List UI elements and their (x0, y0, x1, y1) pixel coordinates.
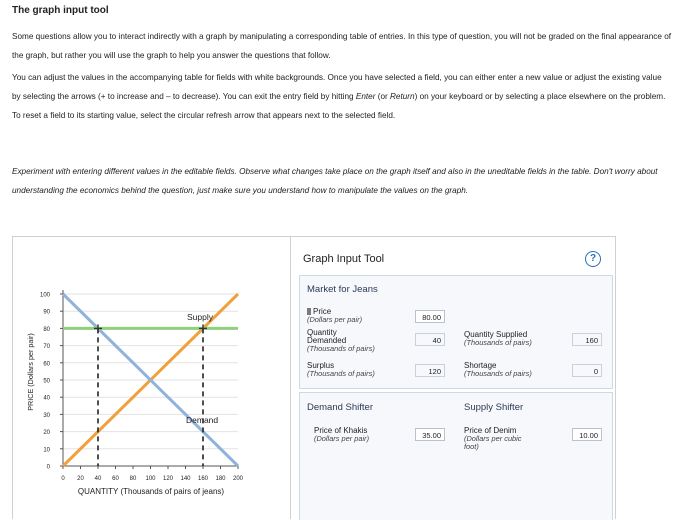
y-tick-label: 10 (43, 447, 50, 454)
graph-input-tool (290, 237, 615, 519)
qs-value: 160 (572, 333, 602, 346)
qd-label-group (307, 329, 375, 353)
qd-value: 40 (415, 333, 445, 346)
surplus-label: Surplus (307, 361, 335, 370)
graph-panel (12, 236, 616, 519)
x-tick-label: 140 (180, 476, 191, 482)
x-tick-label: 180 (215, 476, 226, 482)
price-input[interactable]: 80.00 (415, 310, 445, 323)
khakis-input[interactable]: 35.00 (415, 428, 445, 441)
khakis-label: Price of Khakis (314, 426, 368, 435)
y-tick-label: 60 (43, 361, 50, 368)
x-tick-label: 100 (145, 476, 156, 482)
instructions-text-1: You can adjust the values in the accompanying table for fields with white backgrounds. Once you have selected a field, you can either enter a new value or adjust the existing value by selecting the arrows (+ to increase and – to decrease). You can exit the entry field by hitting (12, 73, 662, 101)
tool-title: Graph Input Tool (303, 253, 385, 265)
instructions-text-3: ) on your keyboard or by selecting a place elsewhere on the problem. To reset a field to its starting value, select the circular refresh arrow that appears next to the selected field. (12, 92, 666, 120)
shortage-label-group (464, 362, 532, 378)
qd-label-2: Demanded (307, 336, 347, 345)
surplus-label-group (307, 362, 375, 378)
instructions-text-2: (or (375, 92, 390, 101)
x-tick-label: 160 (197, 476, 209, 482)
denim-label-group (464, 427, 522, 451)
shortage-label: Shortage (464, 361, 497, 370)
shifter-table (299, 392, 613, 520)
denim-unit-2: foot) (464, 442, 479, 451)
y-tick-label: 90 (43, 309, 50, 316)
price-unit: (Dollars per pair) (307, 315, 363, 324)
denim-label: Price of Denim (464, 426, 517, 435)
price-label-group (307, 308, 362, 324)
price-label: Price (313, 307, 332, 316)
denim-input[interactable]: 10.00 (572, 428, 602, 441)
demand-label: Demand (186, 415, 219, 425)
x-tick-label: 40 (94, 476, 102, 482)
return-key-text: Return (390, 92, 415, 101)
intro-paragraph: Some questions allow you to interact indirectly with a graph by manipulating a corresponding table of entries. In this type of question, you will not be graded on the final appearance of the graph, but rather you will use the graph to help you answer the questions that follow. (12, 32, 672, 60)
supply-demand-chart[interactable] (13, 237, 289, 519)
x-tick-label: 0 (61, 476, 65, 482)
x-axis-label: QUANTITY (Thousands of pairs of jeans) (77, 487, 225, 496)
x-tick-label: 20 (77, 476, 84, 482)
x-tick-label: 60 (112, 476, 119, 482)
denim-unit-1: (Dollars per cubic (464, 434, 522, 443)
y-tick-label: 80 (43, 326, 50, 333)
khakis-unit: (Dollars per pair) (314, 434, 370, 443)
help-icon[interactable]: ? (585, 251, 601, 267)
y-axis-label: PRICE (Dollars per pair) (26, 333, 35, 411)
market-title: Market for Jeans (307, 284, 378, 295)
y-tick-label: 50 (43, 378, 50, 385)
surplus-unit: (Thousands of pairs) (307, 369, 375, 378)
instructions-paragraph (12, 68, 672, 125)
y-tick-label: 40 (43, 395, 50, 402)
experiment-paragraph: Experiment with entering different values in the editable fields. Observe what changes take place on the graph itself and also in the uneditable fields in the table. Don't worry about understanding the economics behind the question, just make sure you understand how to manipulate the values on the graph. (12, 167, 658, 195)
x-tick-label: 120 (162, 476, 174, 482)
qd-unit: (Thousands of pairs) (307, 344, 375, 353)
x-tick-label: 80 (129, 476, 137, 482)
price-swatch (307, 308, 311, 315)
y-tick-label: 20 (43, 430, 50, 437)
y-tick-label: 30 (43, 412, 50, 419)
market-table (299, 275, 613, 389)
qs-label-group (464, 331, 532, 347)
surplus-value: 120 (415, 364, 445, 377)
shortage-unit: (Thousands of pairs) (464, 369, 532, 378)
y-tick-label: 0 (46, 464, 50, 471)
page-title: The graph input tool (12, 5, 109, 16)
qs-label: Quantity Supplied (464, 330, 528, 339)
enter-key-text: Enter (355, 92, 376, 101)
qd-label-1: Quantity (307, 328, 337, 337)
y-tick-label: 100 (39, 292, 50, 299)
x-tick-label: 200 (232, 476, 244, 482)
qs-unit: (Thousands of pairs) (464, 338, 532, 347)
khakis-label-group (314, 427, 369, 443)
supply-shifter-title: Supply Shifter (464, 402, 524, 413)
y-tick-label: 70 (43, 344, 50, 351)
demand-shifter-title: Demand Shifter (307, 402, 374, 413)
supply-label: Supply (187, 312, 213, 322)
shortage-value: 0 (572, 364, 602, 377)
